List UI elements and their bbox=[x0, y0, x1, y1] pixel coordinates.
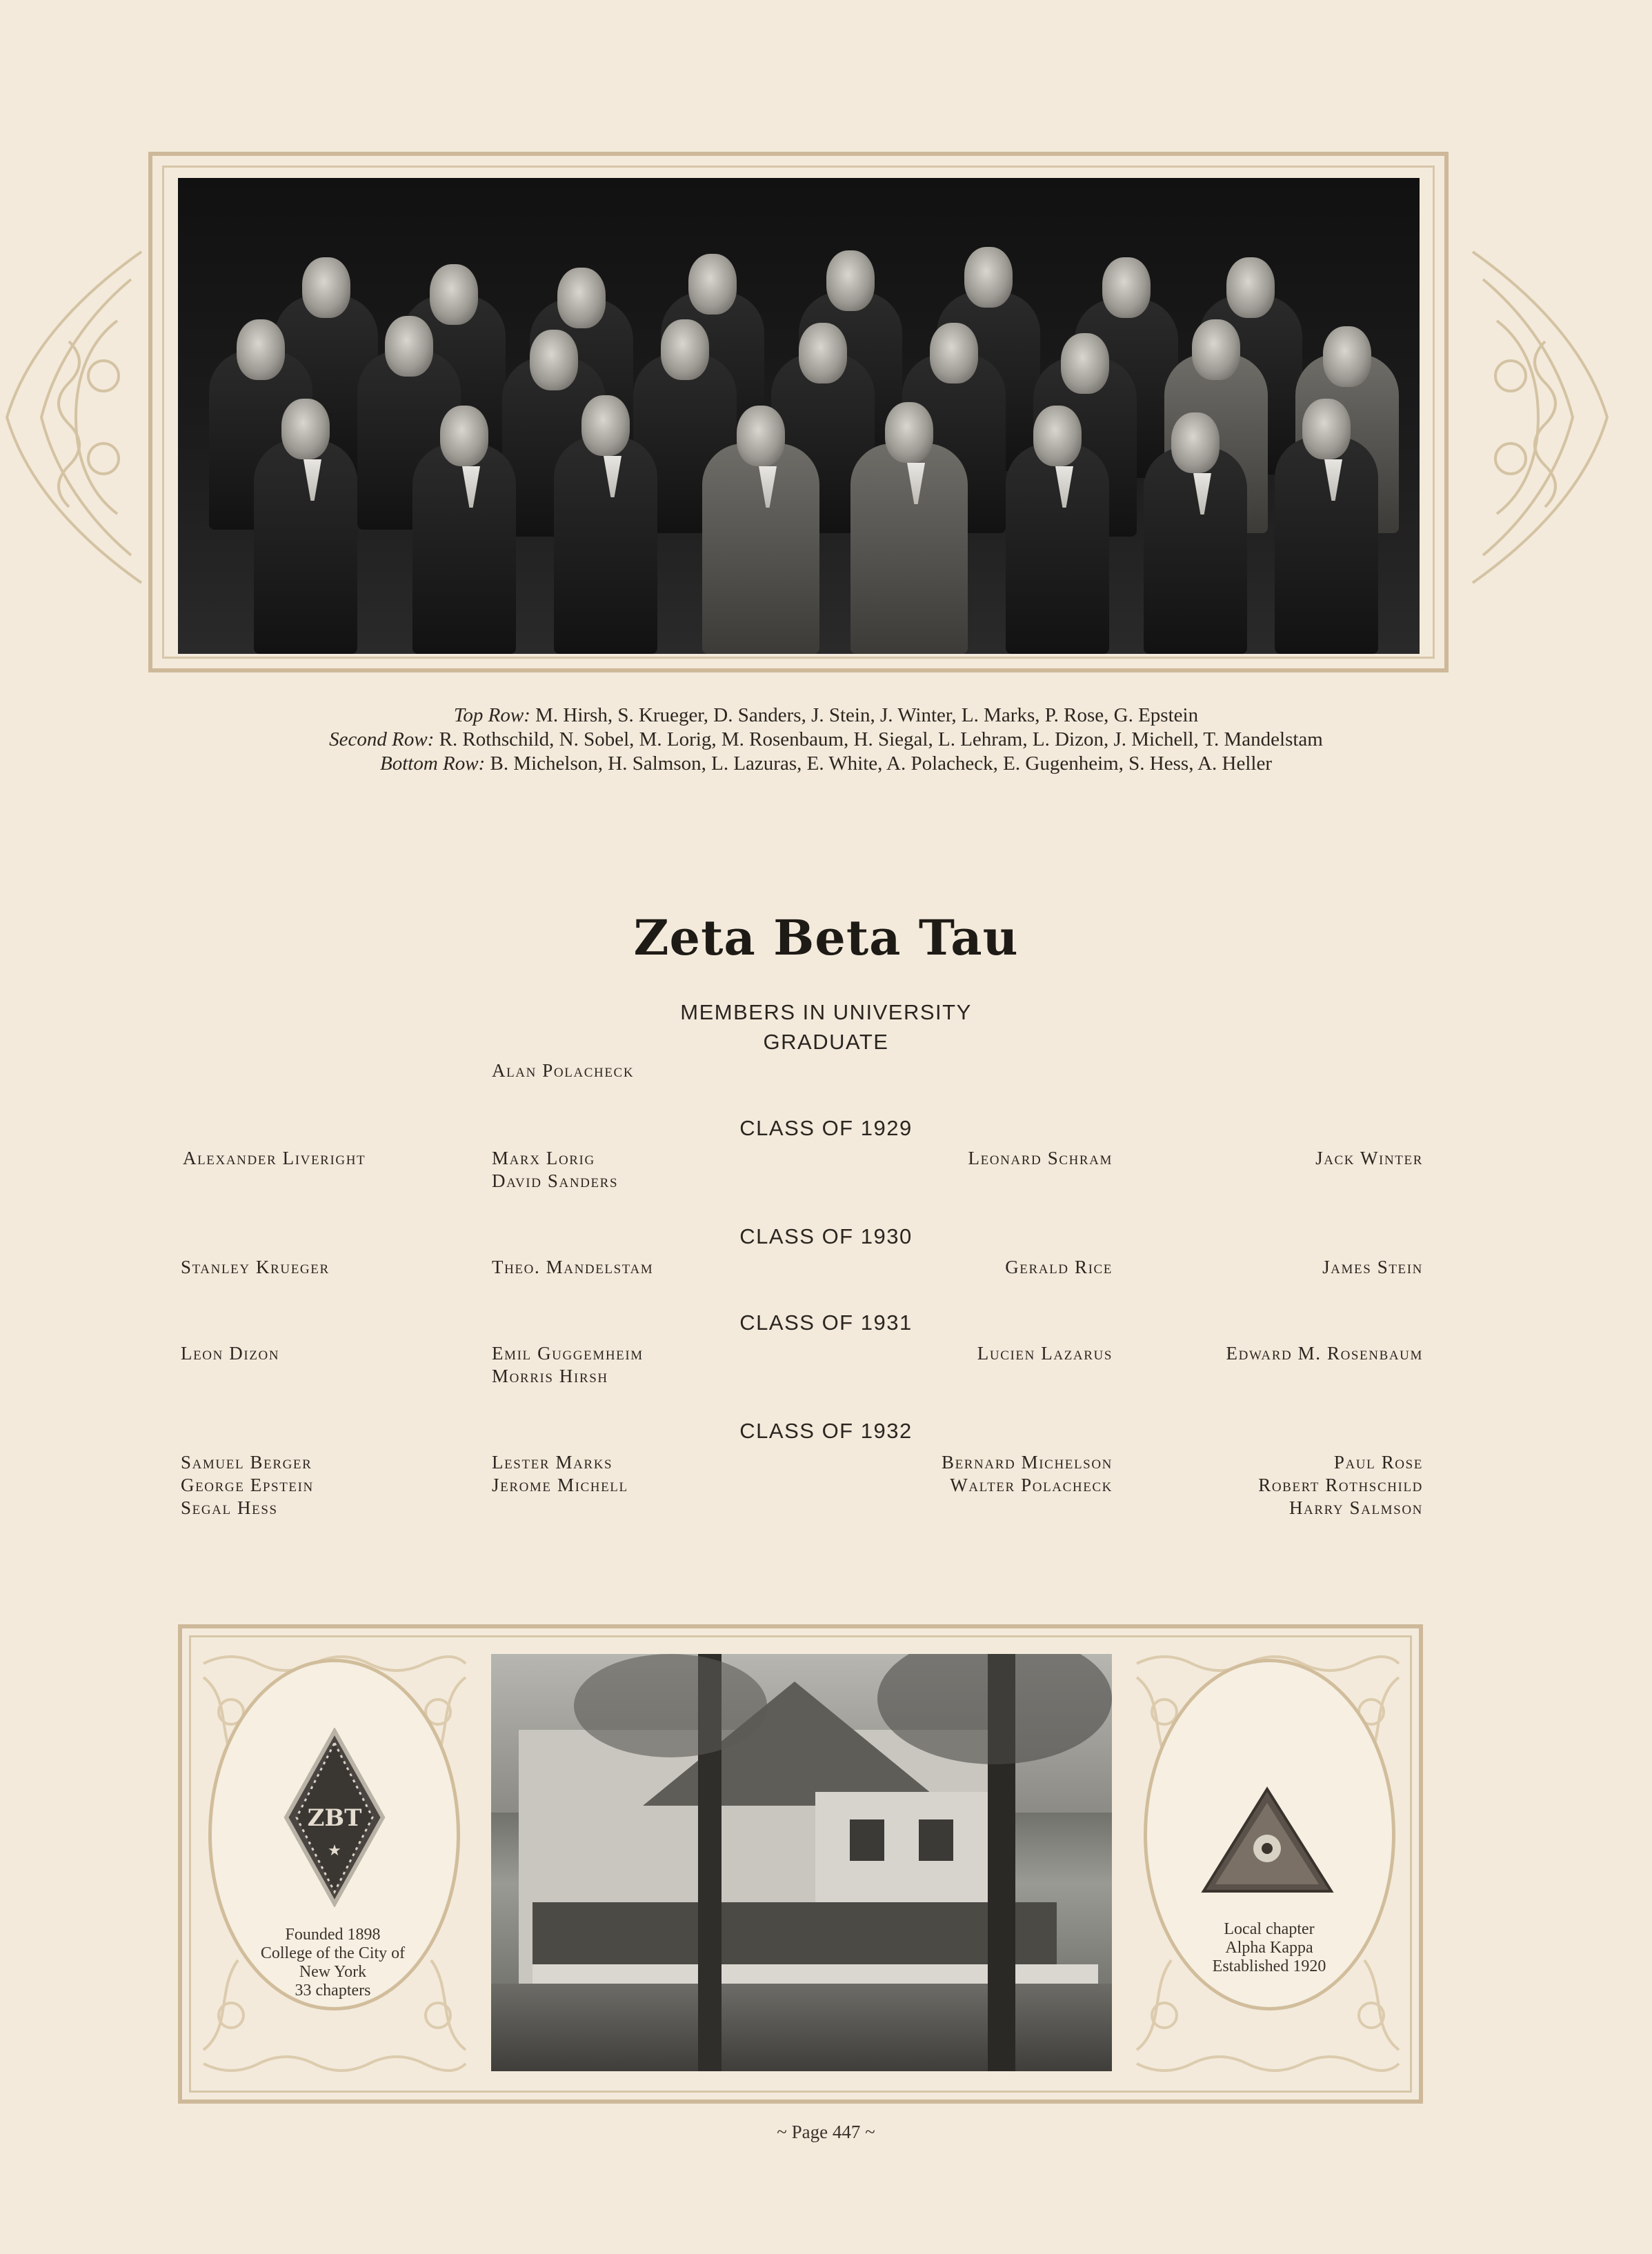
member-name: Segal Hess bbox=[181, 1497, 278, 1518]
zbt-badge-icon bbox=[283, 1728, 386, 1907]
left-scroll-ornament bbox=[0, 238, 145, 597]
class-heading: CLASS OF 1929 bbox=[739, 1116, 913, 1140]
member-name: Harry Salmson bbox=[1288, 1497, 1423, 1518]
member-name: Jerome Michell bbox=[492, 1475, 628, 1495]
graduate-member: Alan Polacheck bbox=[492, 1060, 635, 1081]
member-name: Paul Rose bbox=[1333, 1452, 1423, 1473]
member-name: David Sanders bbox=[492, 1170, 619, 1191]
member-name: Samuel Berger bbox=[181, 1452, 312, 1473]
group-photo bbox=[178, 178, 1420, 654]
chapter-house-photo bbox=[491, 1654, 1112, 2071]
local-chapter-info: Local chapter Alpha Kappa Established 1920 bbox=[1212, 1920, 1326, 1975]
page-number: ~ Page 447 ~ bbox=[777, 2122, 875, 2142]
class-heading: CLASS OF 1931 bbox=[739, 1310, 913, 1335]
member-name: Marx Lorig bbox=[492, 1148, 595, 1168]
triangle-emblem-icon bbox=[1200, 1785, 1335, 1895]
member-name: Morris Hirsh bbox=[492, 1366, 608, 1386]
member-name: Robert Rothschild bbox=[1258, 1475, 1423, 1495]
caption-top-row: Top Row: M. Hirsh, S. Krueger, D. Sanders, J. Stein, J. Winter, L. Marks, P. Rose, G. Epstein bbox=[453, 704, 1199, 726]
members-heading: MEMBERS IN UNIVERSITY bbox=[680, 1000, 972, 1024]
svg-text:ZBT: ZBT bbox=[307, 1804, 362, 1832]
member-name: Jack Winter bbox=[1315, 1148, 1423, 1168]
member-name: Leonard Schram bbox=[968, 1148, 1113, 1168]
member-name: Leon Dizon bbox=[181, 1343, 280, 1364]
svg-text:★: ★ bbox=[328, 1842, 341, 1859]
member-name: George Epstein bbox=[181, 1475, 314, 1495]
class-heading: CLASS OF 1932 bbox=[739, 1419, 913, 1443]
graduate-heading: GRADUATE bbox=[763, 1030, 889, 1054]
member-name: Gerald Rice bbox=[1005, 1257, 1113, 1277]
class-heading: CLASS OF 1930 bbox=[739, 1224, 913, 1248]
member-name: Walter Polacheck bbox=[950, 1475, 1113, 1495]
member-name: Alexander Liveright bbox=[183, 1148, 366, 1168]
page-title: Zeta Beta Tau bbox=[633, 909, 1019, 966]
caption-second-row: Second Row: R. Rothschild, N. Sobel, M. Lorig, M. Rosenbaum, H. Siegal, L. Lehram, L. Dizon, J. Michell, T. Mandelstam bbox=[329, 728, 1323, 750]
founding-info: Founded 1898 College of the City of New York 33 chapters bbox=[260, 1926, 406, 1999]
member-name: Lester Marks bbox=[492, 1452, 613, 1473]
member-name: Bernard Michelson bbox=[941, 1452, 1113, 1473]
member-name: Theo. Mandelstam bbox=[492, 1257, 654, 1277]
member-name: Edward M. Rosenbaum bbox=[1226, 1343, 1423, 1364]
photo-caption bbox=[69, 704, 1583, 776]
right-scroll-ornament bbox=[1469, 238, 1614, 597]
member-name: Emil Guggemheim bbox=[492, 1343, 644, 1364]
member-name: Lucien Lazarus bbox=[977, 1343, 1113, 1364]
member-name: James Stein bbox=[1322, 1257, 1423, 1277]
member-name: Stanley Krueger bbox=[181, 1257, 330, 1277]
caption-bottom-row: Bottom Row: B. Michelson, H. Salmson, L. Lazuras, E. White, A. Polacheck, E. Gugenheim, S. Hess, A. Heller bbox=[380, 752, 1272, 775]
